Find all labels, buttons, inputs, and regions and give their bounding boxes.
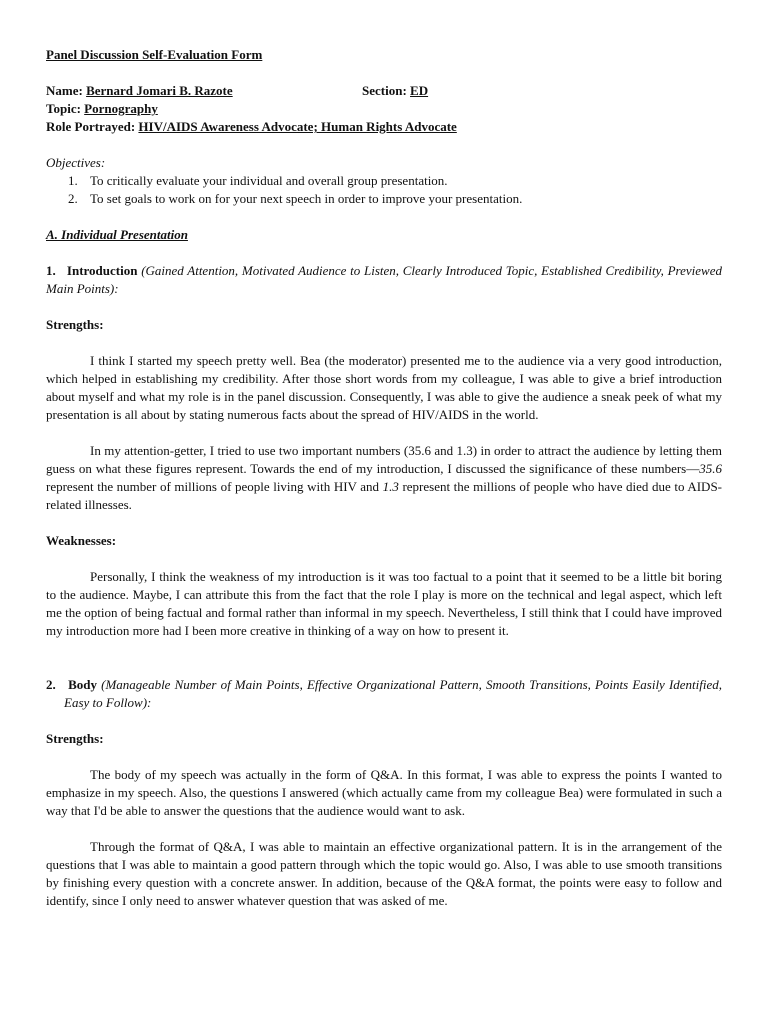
intro-strength-p2-part-a: In my attention-getter, I tried to use two important numbers (35.6 and 1.3) in order to attract the audience by letting them guess on what these figures represent. Towards the end of my introduction, I discussed the significance of these numbers— [46, 443, 722, 476]
intro-weakness-paragraph-1: Personally, I think the weakness of my introduction is it was too factual to a point that it seemed to be a little bit boring to the audience. Maybe, I can attribute this from the fact that the role I play is more on the technical and legal aspect, which left me the option of being factual and formal rather than informal in my speech. Nevertheless, I still think that I could have improved my introduction more had I been more creative in thinking of a way on how to present it. [46, 569, 722, 638]
name-value: Bernard Jomari B. Razote [86, 83, 233, 98]
role-field [46, 118, 722, 136]
intro-title: Introduction [66, 263, 138, 278]
body-strengths-label: Strengths: [46, 731, 104, 746]
objective-item [68, 190, 722, 208]
intro-number: 1. [46, 263, 56, 278]
name-label: Name: [46, 83, 83, 98]
intro-strength-p2-part-c: represent the millions of people who have died due to AIDS-related illnesses. [46, 479, 723, 512]
intro-weaknesses-label: Weaknesses: [46, 533, 117, 548]
role-value: HIV/AIDS Awareness Advocate; Human Rights Advocate [138, 119, 457, 134]
intro-heading [46, 262, 722, 298]
role-label: Role Portrayed: [46, 119, 136, 134]
topic-field [46, 100, 722, 118]
form-title: Panel Discussion Self-Evaluation Form [46, 47, 263, 62]
objective-number: 1. [68, 173, 78, 188]
topic-value: Pornography [84, 101, 158, 116]
name-section-row [46, 82, 722, 100]
body-heading [46, 676, 722, 712]
topic-label: Topic: [46, 101, 81, 116]
document-page [46, 46, 722, 910]
intro-strength-paragraph-1: I think I started my speech pretty well. Bea (the moderator) presented me to the audience via a very good introduction, which helped in establishing my credibility. After those short words from my colleague, I was able to give a brief introduction about myself and what my role is in the panel discussion. Consequently, I was able to give the audience a sneak peek of what my presentation is all about by stating numerous facts about the spread of HIV/AIDS in the world. [46, 353, 722, 422]
section-label: Section: [362, 83, 407, 98]
intro-criteria: (Gained Attention, Motivated Audience to Listen, Clearly Introduced Topic, Established Credibility, Previewed Main Points): [46, 263, 722, 296]
intro-strengths-label: Strengths: [46, 317, 104, 332]
body-title: Body [68, 677, 98, 692]
objectives-label: Objectives: [46, 155, 106, 170]
body-criteria: (Manageable Number of Main Points, Effective Organizational Pattern, Smooth Transitions, Points Easily Identified, Easy to Follow): [64, 677, 723, 710]
objective-text: To critically evaluate your individual and overall group presentation. [90, 173, 448, 188]
body-number: 2. [46, 677, 56, 692]
objective-number: 2. [68, 191, 78, 206]
intro-strength-p2-part-b: represent the number of millions of people living with HIV and [46, 479, 383, 494]
objective-item [68, 172, 722, 190]
body-strength-paragraph-1: The body of my speech was actually in the form of Q&A. In this format, I was able to express the points I wanted to emphasize in my speech. Also, the questions I answered (which actually came from my colleague Bea) were formulated in such a way that I'd be able to answer the questions that the audience would want to ask. [46, 767, 722, 818]
body-strength-paragraph-2: Through the format of Q&A, I was able to maintain an effective organizational pattern. It is in the arrangement of the questions that I was able to maintain a good pattern through which the topic would go. Also, I was able to use smooth transitions by finishing every question with a concrete answer. In addition, because of the Q&A format, the points were easy to follow and identify, since I only need to answer whatever question that was asked of me. [46, 839, 722, 908]
section-field [362, 82, 428, 100]
name-field [46, 82, 362, 100]
objective-text: To set goals to work on for your next speech in order to improve your presentation. [90, 191, 523, 206]
section-a-heading: A. Individual Presentation [46, 227, 188, 242]
intro-strength-p2-number-1: 35.6 [699, 461, 722, 476]
intro-strength-p2-number-2: 1.3 [382, 479, 399, 494]
section-value: ED [410, 83, 429, 98]
intro-strength-paragraph-2 [46, 442, 722, 514]
objectives-list [46, 172, 722, 208]
